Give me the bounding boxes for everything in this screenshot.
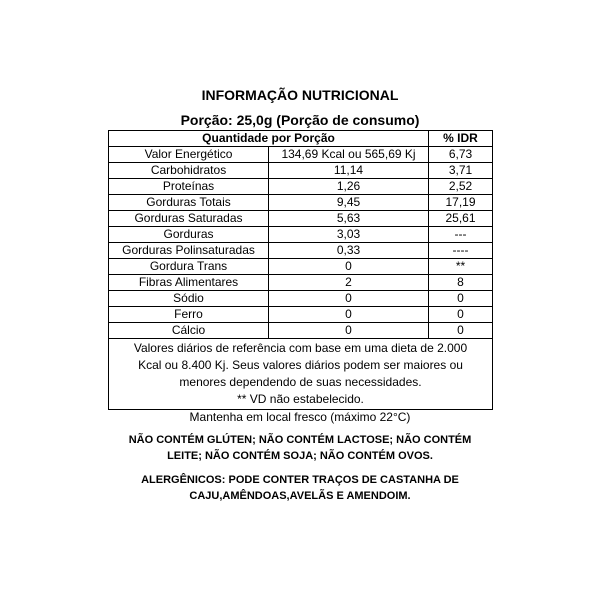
nutrient-amount: 0: [269, 259, 429, 275]
allergen-free-line-2: LEITE; NÃO CONTÉM SOJA; NÃO CONTÉM OVOS.: [167, 450, 433, 462]
nutrient-idr: 0: [429, 323, 493, 339]
nutrient-amount: 0: [269, 307, 429, 323]
nutrient-name: Carbohidratos: [109, 163, 269, 179]
nutrition-label: [108, 86, 492, 504]
footnote-line-3: menores dependendo de suas necessidades.: [179, 375, 422, 389]
table-row: [109, 163, 493, 179]
nutrient-idr: 6,73: [429, 147, 493, 163]
table-header-row: [109, 131, 493, 147]
nutrient-amount: 11,14: [269, 163, 429, 179]
allergens-line-2: CAJU,AMÊNDOAS,AVELÃS E AMENDOIM.: [189, 490, 411, 502]
table-row: [109, 195, 493, 211]
nutrient-amount: 0: [269, 291, 429, 307]
nutrient-name: Fibras Alimentares: [109, 275, 269, 291]
nutrient-name: Gorduras Saturadas: [109, 211, 269, 227]
table-row: [109, 291, 493, 307]
nutrient-name: Proteínas: [109, 179, 269, 195]
storage-note: Mantenha em local fresco (máximo 22°C): [189, 410, 411, 424]
footnote-line-4: ** VD não estabelecido.: [237, 392, 364, 406]
nutrient-amount: 9,45: [269, 195, 429, 211]
header-quantity: Quantidade por Porção: [109, 131, 429, 147]
nutrient-idr: 25,61: [429, 211, 493, 227]
allergen-free-line-1: NÃO CONTÉM GLÚTEN; NÃO CONTÉM LACTOSE; NÃO CONTÉM: [128, 434, 472, 446]
nutrient-name: Gorduras Totais: [109, 195, 269, 211]
nutrient-idr: 8: [429, 275, 493, 291]
nutrient-idr: 3,71: [429, 163, 493, 179]
table-row: [109, 275, 493, 291]
nutrient-amount: 3,03: [269, 227, 429, 243]
nutrient-amount: 5,63: [269, 211, 429, 227]
nutrient-amount: 0: [269, 323, 429, 339]
table-row: [109, 147, 493, 163]
nutrient-name: Ferro: [109, 307, 269, 323]
nutrient-name: Gorduras: [109, 227, 269, 243]
nutrient-idr: 2,52: [429, 179, 493, 195]
nutrient-idr: 0: [429, 307, 493, 323]
footnote-line-2: Kcal ou 8.400 Kj. Seus valores diários podem ser maiores ou: [138, 358, 463, 372]
serving-size: Porção: 25,0g (Porção de consumo): [180, 112, 420, 128]
daily-values-footnote: [109, 339, 493, 410]
header-idr: % IDR: [429, 131, 493, 147]
label-title: INFORMAÇÃO NUTRICIONAL: [201, 87, 399, 103]
footnote-line-1: Valores diários de referência com base em uma dieta de 2.000: [133, 341, 468, 355]
table-row: [109, 259, 493, 275]
table-row: [109, 307, 493, 323]
nutrient-amount: 1,26: [269, 179, 429, 195]
nutrient-amount: 2: [269, 275, 429, 291]
nutrient-name: Sódio: [109, 291, 269, 307]
table-row: [109, 243, 493, 259]
nutrient-idr: ----: [429, 243, 493, 259]
nutrient-name: Valor Energético: [109, 147, 269, 163]
nutrient-amount: 0,33: [269, 243, 429, 259]
nutrition-table: [108, 130, 493, 410]
nutrient-idr: ---: [429, 227, 493, 243]
nutrient-name: Gorduras Polinsaturadas: [109, 243, 269, 259]
allergens-statement: [108, 472, 492, 504]
table-row: [109, 323, 493, 339]
allergens-line-1: ALERGÊNICOS: PODE CONTER TRAÇOS DE CASTANHA DE: [141, 474, 459, 486]
nutrient-idr: 0: [429, 291, 493, 307]
table-row: [109, 179, 493, 195]
nutrient-amount: 134,69 Kcal ou 565,69 Kj: [269, 147, 429, 163]
nutrient-name: Gordura Trans: [109, 259, 269, 275]
nutrition-table-body: [109, 131, 493, 410]
nutrient-idr: 17,19: [429, 195, 493, 211]
table-row: [109, 211, 493, 227]
nutrient-name: Cálcio: [109, 323, 269, 339]
footnote-row: [109, 339, 493, 410]
table-row: [109, 227, 493, 243]
nutrient-idr: **: [429, 259, 493, 275]
allergen-free-statement: [108, 432, 492, 464]
